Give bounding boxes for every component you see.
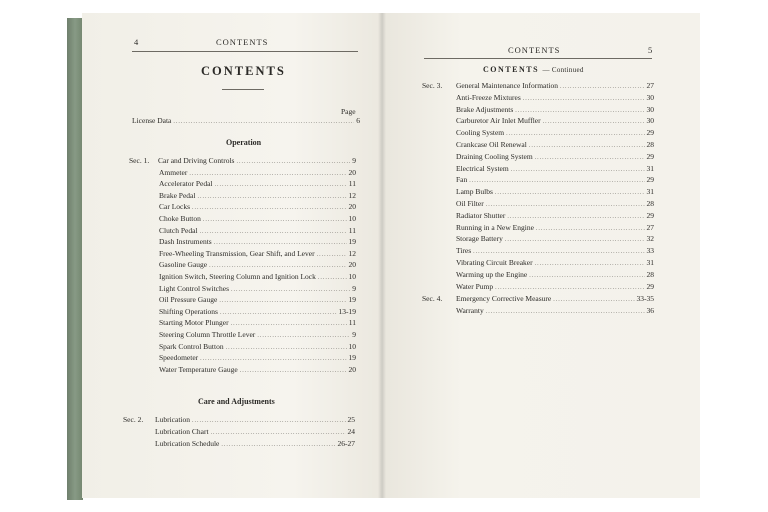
toc-row[interactable] <box>159 283 356 294</box>
toc-label: Gasoline Gauge <box>159 260 208 270</box>
title-underline <box>222 89 264 90</box>
toc-page: 24 <box>347 426 355 436</box>
toc-row[interactable] <box>159 167 356 178</box>
toc-label: Running in a New Engine <box>456 222 534 232</box>
toc-label: Steering Column Throttle Lever <box>159 330 256 339</box>
toc-label: Oil Filter <box>456 199 484 208</box>
toc-label: Cooling System <box>456 128 505 138</box>
toc-label: Oil Pressure Gauge <box>159 295 218 305</box>
toc-label: Car Locks <box>159 202 191 212</box>
toc-row[interactable] <box>456 80 654 91</box>
toc-label: Starting Motor Plunger <box>159 318 229 328</box>
toc-row[interactable] <box>158 155 356 166</box>
toc-page: 20 <box>348 167 356 177</box>
toc-label: Ammeter <box>159 167 188 177</box>
continued-suffix: — Continued <box>542 66 584 74</box>
toc-row[interactable] <box>159 259 356 270</box>
toc-label: Lamp Bulbs <box>456 187 493 197</box>
toc-label: Ignition Switch, Steering Column and Ignition Lock <box>159 272 316 281</box>
toc-row[interactable] <box>155 426 355 437</box>
toc-page: 26-27 <box>337 438 355 448</box>
toc-label: Lubrication Chart <box>155 426 209 436</box>
toc-row[interactable] <box>159 178 356 189</box>
toc-row[interactable] <box>456 104 654 115</box>
toc-row[interactable] <box>159 213 356 224</box>
toc-row[interactable] <box>159 364 356 375</box>
toc-row[interactable] <box>456 115 654 126</box>
toc-row[interactable] <box>159 306 356 317</box>
toc-page: 28 <box>646 199 654 208</box>
toc-row[interactable] <box>159 352 356 363</box>
toc-row[interactable] <box>456 186 654 197</box>
toc-row[interactable] <box>159 225 356 236</box>
left-header-rule <box>132 51 358 52</box>
toc-page: 31 <box>646 258 654 267</box>
toc-page: 28 <box>646 269 654 279</box>
toc-page: 10 <box>348 272 356 281</box>
toc-page: 27 <box>646 222 654 232</box>
toc-label: Light Control Switches <box>159 283 229 293</box>
toc-row[interactable] <box>456 293 654 304</box>
dot-leader <box>486 307 645 318</box>
operation-heading: Operation <box>226 138 262 147</box>
right-page <box>382 13 700 498</box>
toc-label: Warranty <box>456 306 484 315</box>
toc-page: 30 <box>646 92 654 102</box>
toc-page: 29 <box>646 175 654 185</box>
toc-row[interactable] <box>456 269 654 280</box>
toc-row[interactable] <box>456 210 654 221</box>
toc-page: 12 <box>348 248 356 258</box>
toc-page: 29 <box>646 281 654 291</box>
dot-leader <box>173 117 354 128</box>
toc-page: 9 <box>352 330 356 339</box>
toc-row[interactable] <box>456 127 654 138</box>
toc-page: 27 <box>646 81 654 90</box>
toc-page: 9 <box>352 156 356 165</box>
toc-label: Water Temperature Gauge <box>159 364 238 374</box>
toc-label: General Maintenance Information <box>456 81 559 90</box>
toc-page: 20 <box>348 202 356 212</box>
toc-label: Brake Adjustments <box>456 104 514 114</box>
toc-row[interactable] <box>456 233 654 244</box>
toc-page: 29 <box>646 128 654 138</box>
toc-page: 30 <box>646 104 654 114</box>
toc-row[interactable] <box>456 92 654 103</box>
left-page <box>82 13 382 498</box>
dot-leader <box>495 283 644 294</box>
toc-page: 6 <box>356 116 360 125</box>
toc-label: Clutch Pedal <box>159 225 198 235</box>
toc-row[interactable] <box>456 257 654 268</box>
toc-row[interactable] <box>159 190 356 201</box>
toc-page: 9 <box>352 283 356 293</box>
toc-page: 33-35 <box>636 294 654 303</box>
toc-row[interactable] <box>159 271 356 282</box>
toc-page: 25 <box>347 415 355 424</box>
toc-page: 33 <box>646 246 654 256</box>
page-title: CONTENTS <box>201 64 286 78</box>
toc-page: 13-19 <box>338 306 356 316</box>
sec3-label: Sec. 3. <box>422 81 443 90</box>
toc-row[interactable] <box>456 245 654 256</box>
toc-label: Fan <box>456 175 468 185</box>
toc-label: Electrical System <box>456 163 509 173</box>
right-header-rule <box>424 58 652 59</box>
toc-page: 11 <box>348 179 356 189</box>
toc-page: 10 <box>348 214 356 223</box>
toc-page: 19 <box>348 237 356 247</box>
toc-row[interactable] <box>159 317 356 328</box>
toc-label: Tires <box>456 246 472 256</box>
toc-label: Carburetor Air Inlet Muffler <box>456 116 541 126</box>
toc-page: 28 <box>646 140 654 149</box>
toc-label: Speedometer <box>159 353 199 363</box>
toc-label: Lubrication <box>155 415 190 424</box>
toc-label: Spark Control Button <box>159 341 224 351</box>
book-spine <box>67 18 83 500</box>
toc-label: Warming up the Engine <box>456 269 528 279</box>
toc-label: Lubrication Schedule <box>155 438 220 448</box>
left-page-number: 4 <box>134 37 140 47</box>
toc-page: 31 <box>646 187 654 197</box>
toc-page: 30 <box>646 116 654 126</box>
toc-row[interactable] <box>159 201 356 212</box>
toc-page: 19 <box>348 295 356 305</box>
left-running-header: CONTENTS <box>216 37 269 47</box>
toc-page: 36 <box>646 306 654 315</box>
toc-row[interactable] <box>159 248 356 259</box>
toc-row[interactable] <box>456 305 654 316</box>
toc-page: 20 <box>348 260 356 270</box>
toc-page: 31 <box>646 163 654 173</box>
sec2-label: Sec. 2. <box>123 415 144 424</box>
care-heading: Care and Adjustments <box>198 397 275 406</box>
toc-row[interactable] <box>456 139 654 150</box>
toc-label: Emergency Corrective Measure <box>456 294 552 303</box>
toc-label: Shifting Operations <box>159 306 218 316</box>
toc-label: Anti-Freeze Mixtures <box>456 92 521 102</box>
toc-page: 29 <box>646 210 654 220</box>
toc-row[interactable] <box>159 329 356 340</box>
continued-title-text: CONTENTS <box>483 65 540 74</box>
toc-row[interactable] <box>456 163 654 174</box>
toc-page: 20 <box>348 364 356 374</box>
toc-row[interactable] <box>456 174 654 185</box>
dot-leader <box>240 366 347 377</box>
sec1-label: Sec. 1. <box>129 156 150 165</box>
toc-label: Dash Instruments <box>159 237 212 247</box>
toc-row[interactable] <box>155 438 355 449</box>
toc-row[interactable] <box>456 222 654 233</box>
sec4-label: Sec. 4. <box>422 294 443 303</box>
toc-label: Radiator Shutter <box>456 210 506 220</box>
toc-page: 32 <box>646 234 654 244</box>
page-column-label: Page <box>341 107 356 116</box>
toc-page: 10 <box>348 341 356 351</box>
license-row[interactable] <box>132 115 360 126</box>
toc-label: Crankcase Oil Renewal <box>456 140 527 149</box>
dot-leader <box>221 440 335 451</box>
toc-row[interactable] <box>456 151 654 162</box>
right-page-number: 5 <box>648 45 654 55</box>
toc-label: Car and Driving Controls <box>158 156 235 165</box>
toc-row[interactable] <box>155 414 355 425</box>
toc-page: 11 <box>348 318 356 328</box>
toc-label: Storage Battery <box>456 234 503 244</box>
toc-label: Brake Pedal <box>159 190 196 200</box>
toc-row[interactable] <box>159 341 356 352</box>
toc-label: Vibrating Circuit Breaker <box>456 258 533 267</box>
toc-label: License Data <box>132 116 172 125</box>
toc-label: Water Pump <box>456 281 494 291</box>
toc-page: 29 <box>646 151 654 161</box>
toc-label: Draining Cooling System <box>456 151 533 161</box>
toc-row[interactable] <box>159 294 356 305</box>
book-gutter <box>378 13 386 498</box>
toc-page: 12 <box>348 190 356 200</box>
toc-label: Free-Wheeling Transmission, Gear Shift, and Lever <box>159 248 315 258</box>
toc-row[interactable] <box>456 281 654 292</box>
toc-label: Choke Button <box>159 214 201 223</box>
toc-label: Accelerator Pedal <box>159 179 213 189</box>
toc-row[interactable] <box>456 198 654 209</box>
right-running-header: CONTENTS <box>508 45 561 55</box>
toc-page: 19 <box>348 353 356 363</box>
toc-row[interactable] <box>159 236 356 247</box>
toc-page: 11 <box>348 225 356 235</box>
continued-title <box>483 65 584 74</box>
